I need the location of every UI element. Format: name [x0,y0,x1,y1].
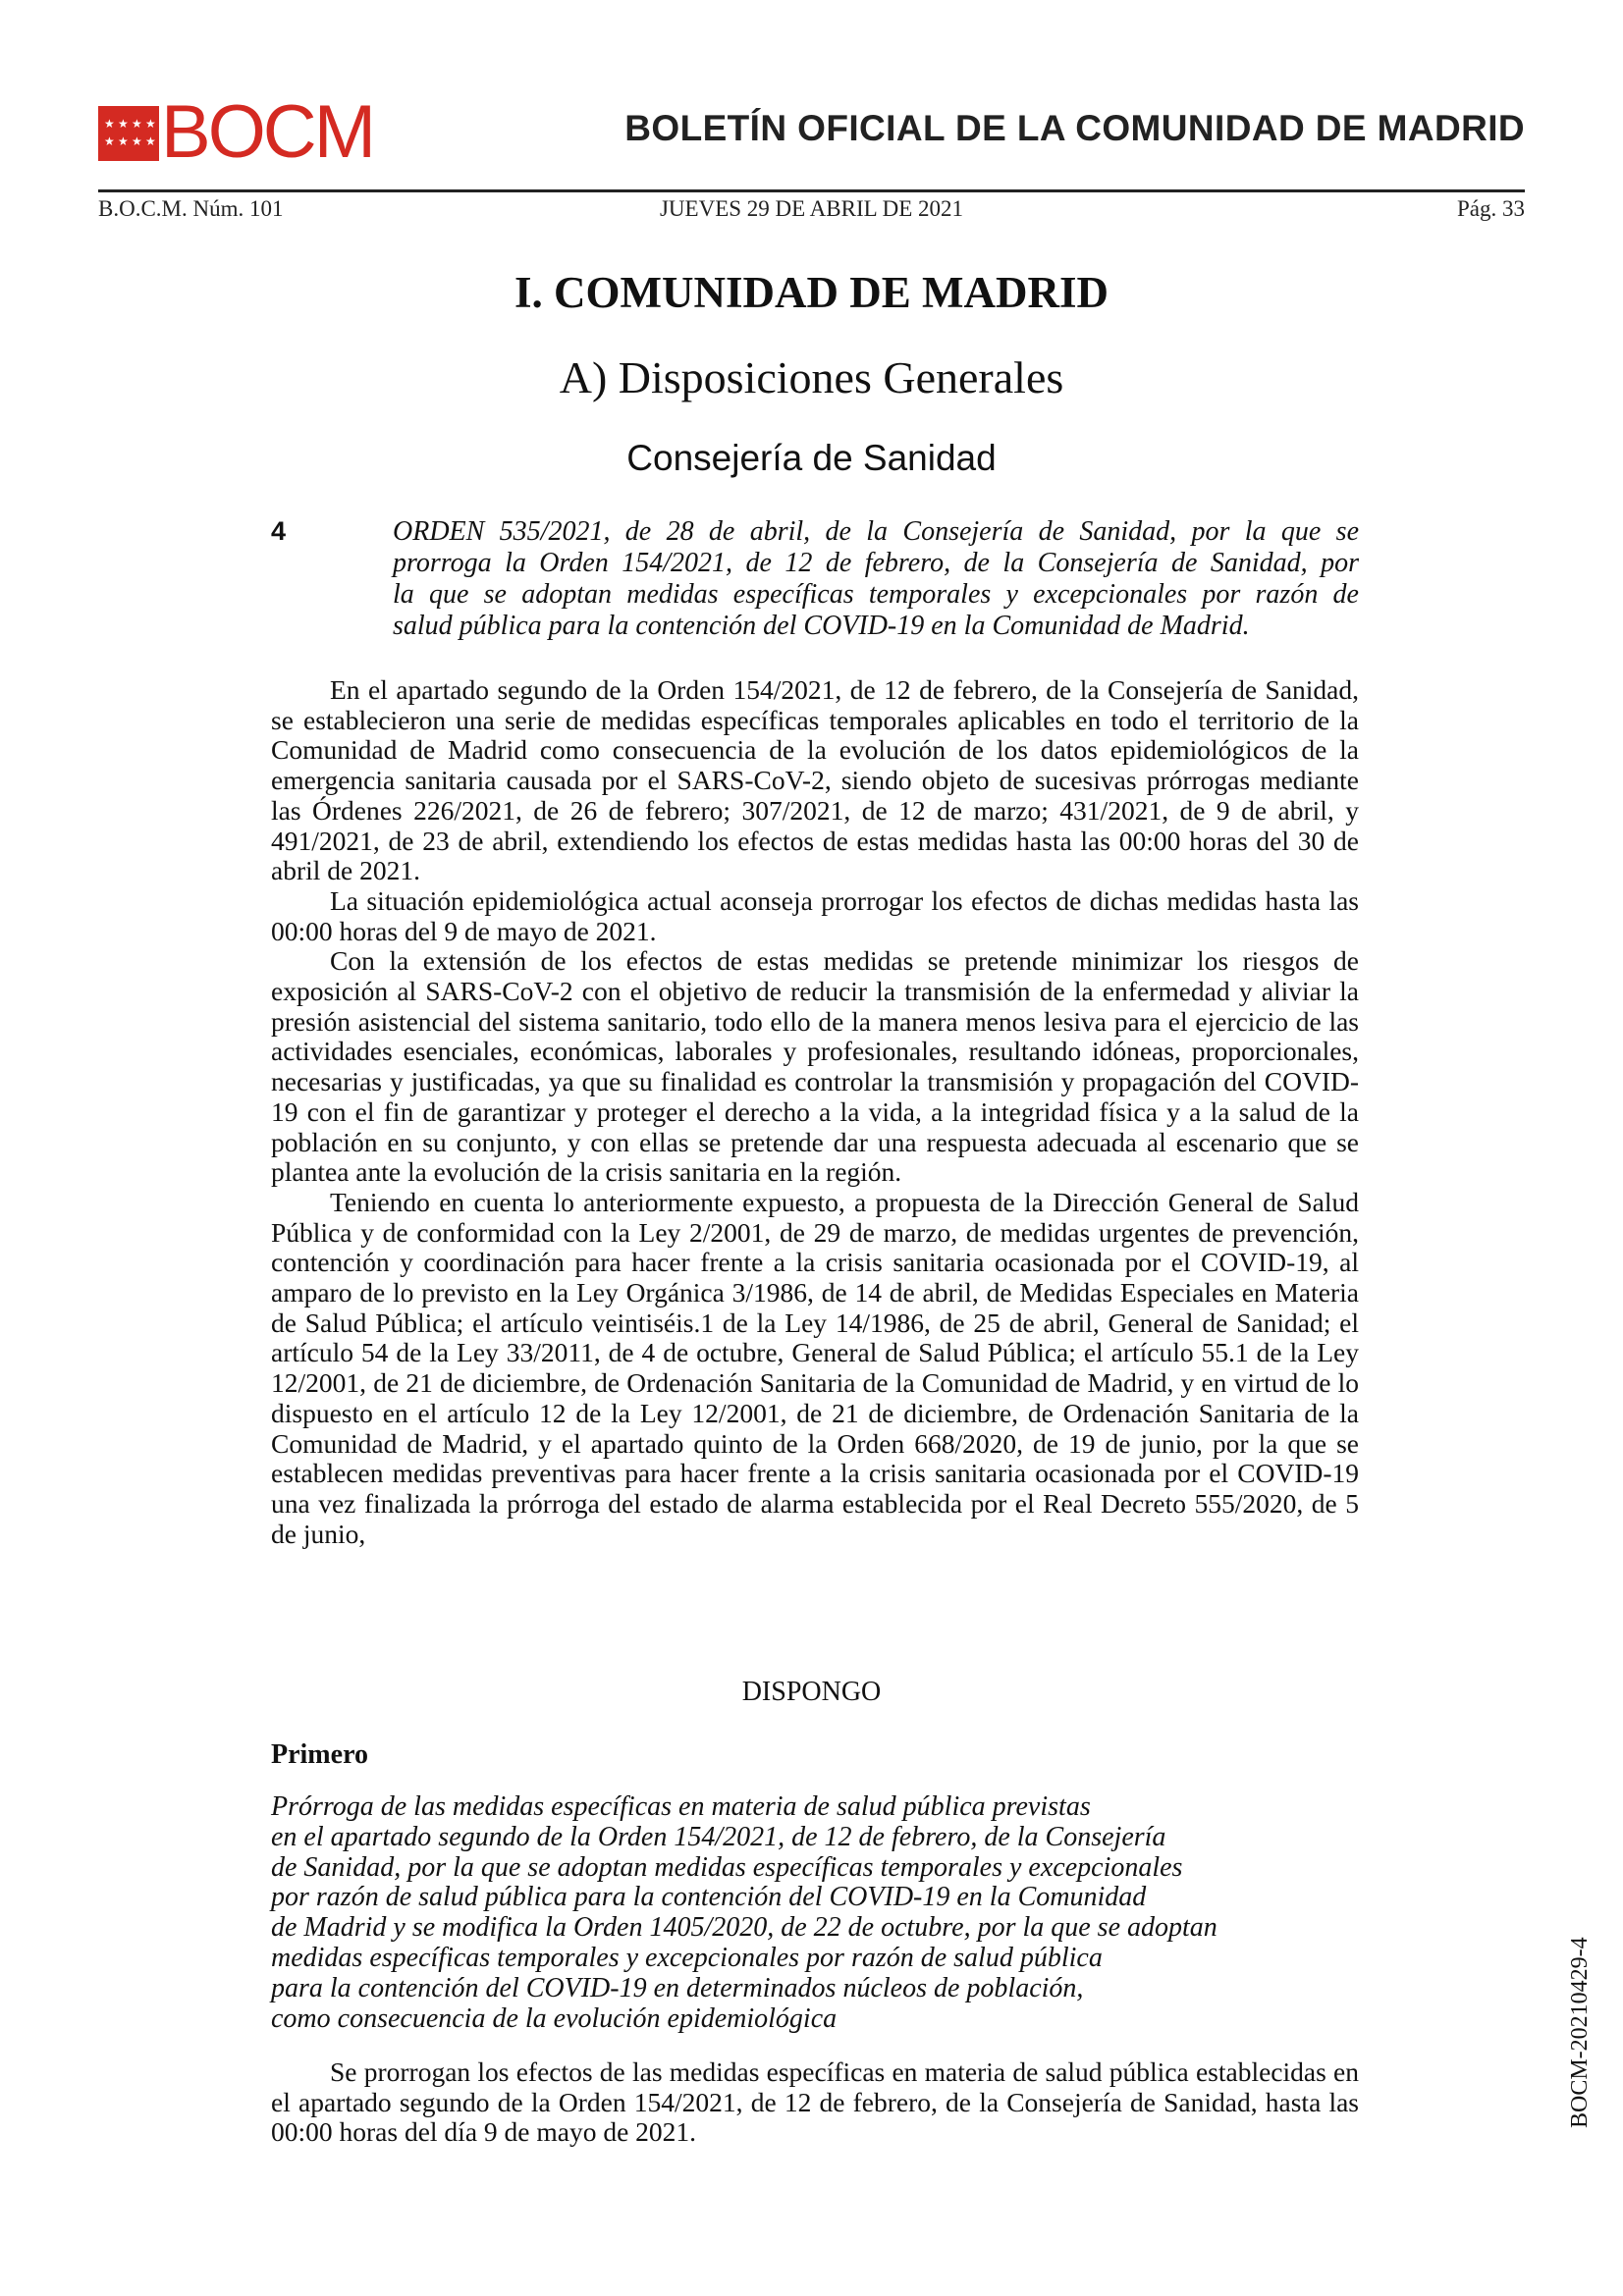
article-paragraph: Se prorrogan los efectos de las medidas específicas en materia de salud pública establecidas en el apartado segundo de la Orden 154/2021, de 12 de febrero, de la Consejería de Sanidad, hasta las 00:00 horas del día 9 de mayo de 2021. [271,2056,1359,2148]
body-paragraph: Con la extensión de los efectos de estas medidas se pretende minimizar los riesgos de exposición al SARS-CoV-2 con el objetivo de reducir la transmisión de la enfermedad y aliviar la presión asistencial del sistema sanitario, todo ello de la manera menos lesiva para el ejercicio de las actividades esenciales, económicas, laborales y profesionales, resultando idóneas, proporcionales, necesarias y justificadas, ya que su finalidad es controlar la transmisión y propagación del COVID-19 con el fin de garantizar y proteger el derecho a la vida, a la integridad física y a la salud de la población en su conjunto, y con ellas se pretende dar una respuesta adecuada al escenario que se plantea ante la evolución de la crisis sanitaria en la región. [271,945,1359,1188]
article-heading-line: por razón de salud pública para la contención del COVID-19 en la Comunidad [271,1882,1147,1913]
header-rule [98,189,1525,192]
order-title-line: la que se adoptan medidas específicas temporales y excepcionales por razón de [393,579,1359,610]
article-body [271,2057,1359,2148]
logo-text: BOCM [161,90,373,174]
article-heading-line: como consecuencia de la evolución epidemiológica [271,2002,838,2034]
body-paragraph: La situación epidemiológica actual aconseja prorrogar los efectos de dichas medidas hasta las 00:00 horas del 9 de mayo de 2021. [271,884,1359,946]
article-heading-line: de Sanidad, por la que se adoptan medidas específicas temporales y excepcionales [271,1851,1183,1883]
article-heading-line: para la contención del COVID-19 en determinados núcleos de población, [271,1972,1084,2003]
order-title [393,516,1359,642]
order-title-line: prorroga la Orden 154/2021, de 12 de febrero, de la Consejería de Sanidad, por [393,548,1359,578]
body-paragraph: Teniendo en cuenta lo anteriormente expuesto, a propuesta de la Dirección General de Salud Pública y de conformidad con la Ley 2/2001, de 29 de marzo, de medidas urgentes de prevención, contención y coordinación para hacer frente a la crisis sanitaria ocasionada por el COVID-19, al amparo de lo previsto en la Ley Orgánica 3/1986, de 14 de abril, de Medidas Especiales en Materia de Salud Pública; el artículo veintiséis.1 de la Ley 14/1986, de 25 de abril, General de Sanidad; el artículo 54 de la Ley 33/2011, de 4 de octubre, General de Salud Pública; el artículo 55.1 de la Ley 12/2001, de 21 de diciembre, de Ordenación Sanitaria de la Comunidad de Madrid, y en virtud de lo dispuesto en el artículo 12 de la Ley 12/2001, de 21 de diciembre, de Ordenación Sanitaria de la Comunidad de Madrid, y el apartado quinto de la Orden 668/2020, de 19 de junio, por la que se establecen medidas preventivas para hacer frente a la crisis sanitaria ocasionada por el COVID-19 una vez finalizada la prórroga del estado de alarma establecida por el Real Decreto 555/2020, de 5 de junio, [271,1186,1359,1549]
page-number: Pág. 33 [1457,196,1525,221]
order-title-line: ORDEN 535/2021, de 28 de abril, de la Consejería de Sanidad, por la que se [393,516,1359,547]
article-label: Primero [271,1739,368,1770]
preamble [271,675,1359,1549]
department-title: Consejería de Sanidad [626,438,997,478]
madrid-flag-icon: ★ ★ ★ ★ ★ ★ ★ ★ [98,106,159,161]
dispongo-heading: DISPONGO [741,1677,882,1707]
article-heading [271,1792,1359,2034]
body-paragraph: En el apartado segundo de la Orden 154/2021, de 12 de febrero, de la Consejería de Sanidad, se establecieron una serie de medidas específicas temporales aplicables en todo el territorio de la Comunidad de Madrid como consecuencia de la evolución de los datos epidemiológicos de la emergencia sanitaria causada por el SARS-CoV-2, siendo objeto de sucesivas prórrogas mediante las Órdenes 226/2021, de 26 de febrero; 307/2021, de 12 de marzo; 431/2021, de 9 de abril, y 491/2021, de 23 de abril, extendiendo los efectos de estas medidas hasta las 00:00 horas del 30 de abril de 2021. [271,674,1359,886]
article-heading-line: medidas específicas temporales y excepcionales por razón de salud pública [271,1942,1103,1973]
bocm-logo [98,90,389,174]
order-title-line: salud pública para la contención del COVID-19 en la Comunidad de Madrid. [393,611,1250,641]
article-heading-line: Prórroga de las medidas específicas en materia de salud pública previstas [271,1791,1091,1822]
section-title: I. COMUNIDAD DE MADRID [514,268,1109,317]
masthead-title: BOLETÍN OFICIAL DE LA COMUNIDAD DE MADRID [624,108,1525,148]
issue-date: JUEVES 29 DE ABRIL DE 2021 [659,196,963,221]
article-heading-line: de Madrid y se modifica la Orden 1405/2020, de 22 de octubre, por la que se adoptan [271,1912,1217,1944]
document-code: BOCM-20210429-4 [1567,1937,1593,2128]
subsection-title: A) Disposiciones Generales [559,352,1064,402]
article-heading-line: en el apartado segundo de la Orden 154/2021, de 12 de febrero, de la Consejería [271,1821,1166,1852]
issue-number: B.O.C.M. Núm. 101 [98,196,284,221]
item-number: 4 [271,516,287,546]
